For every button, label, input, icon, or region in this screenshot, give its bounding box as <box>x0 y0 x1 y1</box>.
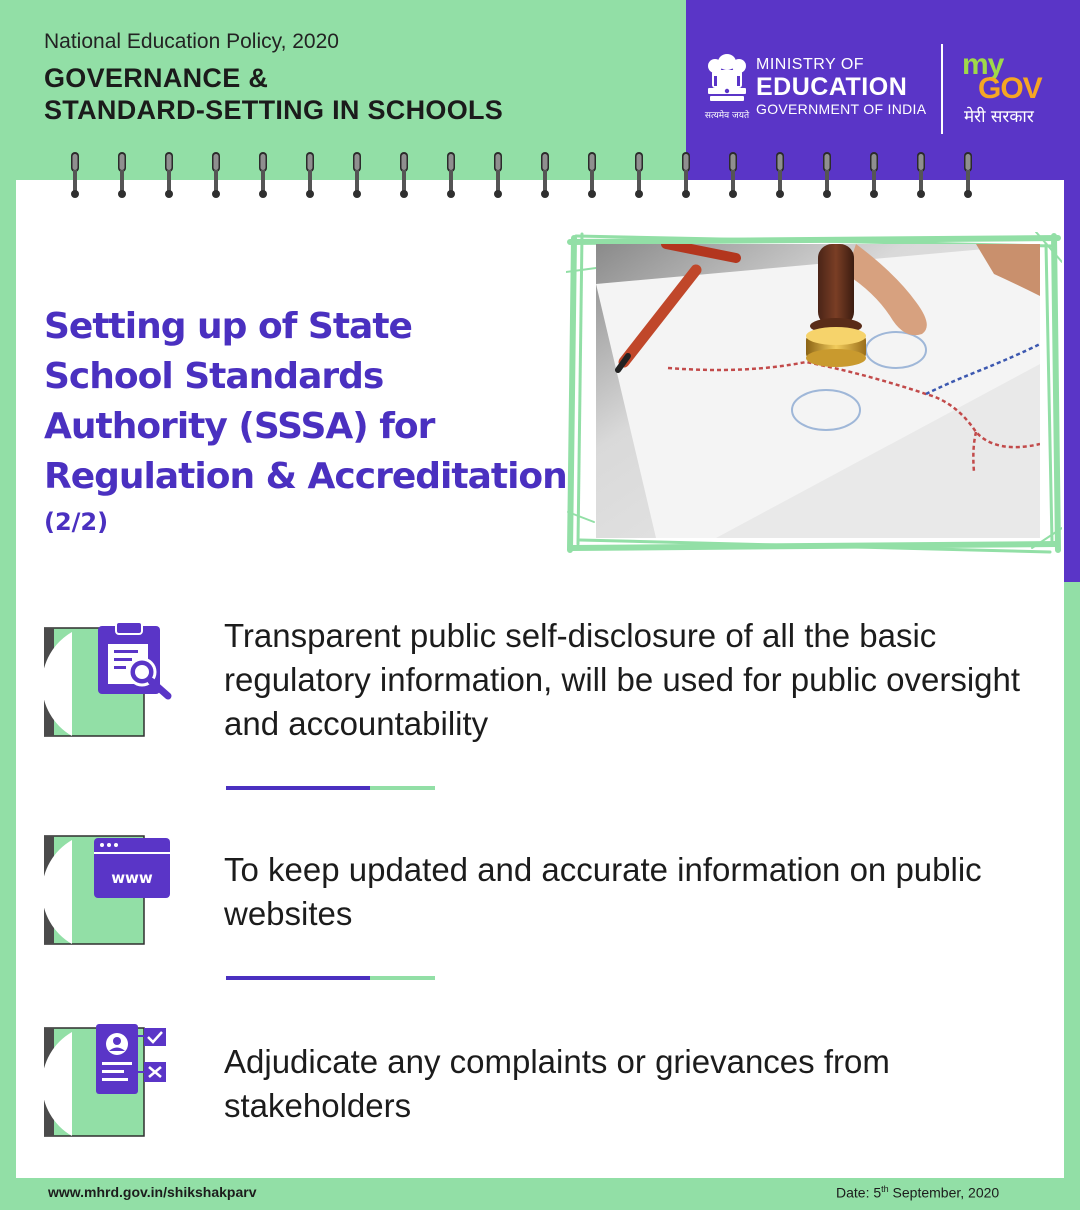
spiral-ring-icon <box>819 152 835 198</box>
header-title <box>44 62 503 126</box>
spiral-ring-icon <box>255 152 271 198</box>
section-title-line: School Standards <box>44 356 384 397</box>
spiral-ring-icon <box>913 152 929 198</box>
spiral-ring-icon <box>349 152 365 198</box>
separator-green <box>370 976 435 980</box>
section-title-line: Setting up of State <box>44 306 412 347</box>
spiral-ring-icon <box>443 152 459 198</box>
item-separator <box>226 976 435 980</box>
item-text: Transparent public self-disclosure of all the basic regulatory information, will be used for public oversight and accountability <box>224 617 1021 742</box>
spiral-ring-icon <box>537 152 553 198</box>
separator-purple <box>226 786 370 790</box>
spiral-binding <box>0 152 1080 202</box>
separator-green <box>370 786 435 790</box>
item-separator <box>226 786 435 790</box>
logo-divider <box>941 44 943 134</box>
header-title-line: GOVERNANCE & <box>44 63 269 93</box>
ministry-line3: GOVERNMENT OF INDIA <box>756 101 927 117</box>
section-page-indicator: (2/2) <box>44 508 109 536</box>
separator-purple <box>226 976 370 980</box>
footer-url: www.mhrd.gov.in/shikshakparv <box>48 1184 257 1200</box>
mygov-tagline: मेरी सरकार <box>964 107 1034 127</box>
spiral-ring-icon <box>67 152 83 198</box>
spiral-ring-icon <box>725 152 741 198</box>
spiral-ring-icon <box>631 152 647 198</box>
ministry-line1: MINISTRY OF <box>756 56 865 73</box>
clipboard-search-icon <box>44 622 176 738</box>
spiral-ring-icon <box>302 152 318 198</box>
footer-date <box>836 1184 999 1201</box>
ministry-logo-text <box>756 56 926 117</box>
spiral-ring-icon <box>161 152 177 198</box>
spiral-ring-icon <box>772 152 788 198</box>
spiral-ring-icon <box>678 152 694 198</box>
spiral-ring-icon <box>866 152 882 198</box>
website-www-icon <box>44 830 176 946</box>
section-title <box>44 302 567 502</box>
mygov-gov: GOV <box>978 72 1042 105</box>
profile-complaint-icon <box>44 1022 176 1138</box>
svg-text:www: www <box>111 869 153 887</box>
footer-date-prefix: Date: 5 <box>836 1184 882 1201</box>
item-text: To keep updated and accurate information on public websites <box>224 851 982 932</box>
spiral-ring-icon <box>208 152 224 198</box>
item-text: Adjudicate any complaints or grievances from stakeholders <box>224 1043 890 1124</box>
section-title-line: Authority (SSSA) for <box>44 406 435 447</box>
spiral-ring-icon <box>490 152 506 198</box>
mygov-my: my <box>962 48 1004 81</box>
spiral-ring-icon <box>396 152 412 198</box>
emblem-motto: सत्यमेव जयते <box>704 111 750 121</box>
spiral-ring-icon <box>114 152 130 198</box>
ministry-line2: EDUCATION <box>756 73 908 101</box>
spiral-ring-icon <box>584 152 600 198</box>
policy-label: National Education Policy, 2020 <box>44 30 339 53</box>
wax-seal-stamp-photo <box>596 244 1040 538</box>
footer-date-sup: th <box>881 1184 889 1194</box>
spiral-ring-icon <box>960 152 976 198</box>
section-title-line: Regulation & Accreditation <box>44 456 567 497</box>
header-title-line: STANDARD-SETTING IN SCHOOLS <box>44 95 504 125</box>
footer-date-suffix: September, 2020 <box>888 1184 1000 1201</box>
